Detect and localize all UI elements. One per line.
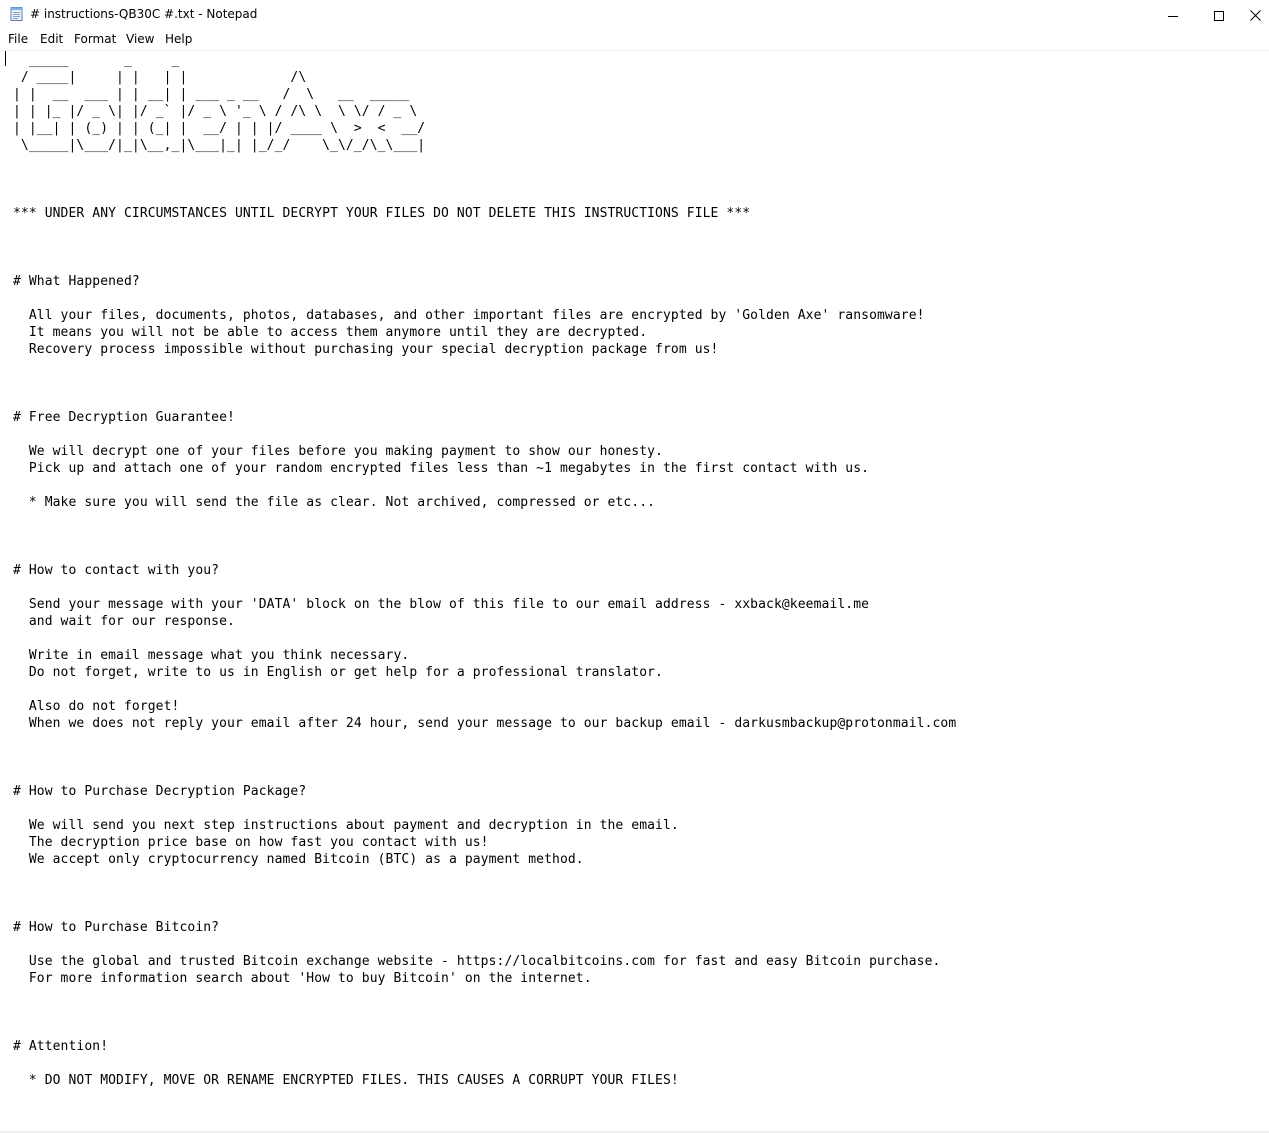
close-button[interactable] [1242, 0, 1269, 30]
close-icon [1250, 6, 1261, 25]
document-text[interactable]: _____ _ _ / ____| | | | | /\ | | __ ___ | | __| | ___ _ __ / \ __ _____ | | |_ |/ _ \| |/ _` |/ _ \ '_ \ / /\ \ \ \/ / _ \ | |__| | (_) | | (_| | __/ | | |/ ____ \ > < __/ \_____|\___/|_|\__,_|\___|_| |_/_/ \_\/_/\_\___| *** UNDER ANY CIRCUMSTANCES UNTIL DECRYPT YOUR FILES DO NOT DELETE THIS INSTRUCTIONS FILE *** # What Happened? All your files, documents, photos, databases, and other important files are encrypted by 'Golden Axe' ransomware! It means you will not be able to access them anymore until they are decrypted. Recovery process impossible without purchasing your special decryption package from us! # Free Decryption Guarantee! We will decrypt one of your files before you making payment to show our honesty. Pick up and attach one of your random encrypted files less than ~1 megabytes in the first contact with us. * Make sure you will send the file as clear. Not archived, compressed or etc... # How to contact with you? Send your message with your 'DATA' block on the blow of this file to our email address - xxback@keemail.me and wait for our response. Write in email message what you think necessary. Do not forget, write to us in English or get help for a professional translator. Also do not forget! When we does not reply your email after 24 hour, send your message to our backup email - darkusmbackup@protonmail.com # How to Purchase Decryption Package? We will send you next step instructions about payment and decryption in the email. The decryption price base on how fast you contact with us! We accept only cryptocurrency named Bitcoin (BTC) as a payment method. # How to Purchase Bitcoin? Use the global and trusted Bitcoin exchange website - https://localbitcoins.com for fast and easy Bitcoin purchase. For more information search about 'How to buy Bitcoin' on the internet. # Attention! * DO NOT MODIFY, MOVE OR RENAME ENCRYPTED FILES. THIS CAUSES A CORRUPT YOUR FILES! [13, 53, 957, 1088]
menu-edit[interactable]: Edit [40, 32, 64, 46]
menu-format[interactable]: Format [74, 32, 117, 46]
window-title: # instructions-QB30C #.txt - Notepad [30, 7, 258, 21]
title-bar[interactable] [0, 0, 1269, 30]
text-caret [5, 51, 6, 66]
maximize-icon [1214, 6, 1224, 25]
minimize-button[interactable] [1150, 0, 1196, 30]
menu-view[interactable]: View [126, 32, 155, 46]
maximize-button[interactable] [1196, 0, 1242, 30]
notepad-icon [9, 6, 25, 22]
menu-bar [0, 30, 1269, 51]
menu-file[interactable]: File [8, 32, 29, 46]
minimize-icon [1168, 6, 1178, 25]
menu-help[interactable]: Help [165, 32, 193, 46]
